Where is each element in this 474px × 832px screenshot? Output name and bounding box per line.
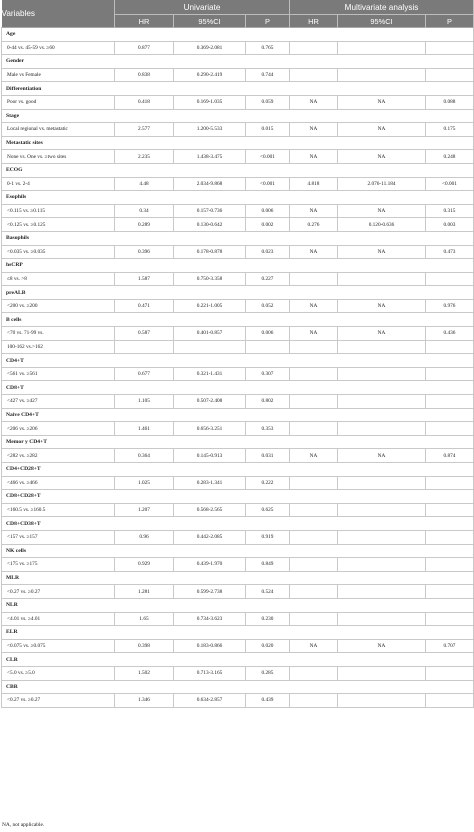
table-row bbox=[2, 530, 474, 544]
table-row bbox=[2, 41, 474, 55]
univariate-hr-header: HR bbox=[115, 15, 174, 28]
multivariate-p-header: P bbox=[426, 15, 474, 28]
row-label-cell: <0.075 vs. ≥0.075 bbox=[2, 639, 115, 653]
univariate-ci-cell: 0.734-3.623 bbox=[174, 612, 246, 626]
univariate-hr-cell: 0.396 bbox=[115, 245, 174, 259]
group-title: Basophils bbox=[2, 231, 474, 245]
univariate-p-cell: 0.031 bbox=[246, 449, 290, 463]
univariate-hr-cell: 1.207 bbox=[115, 503, 174, 517]
table-row bbox=[2, 367, 474, 381]
univariate-hr-cell: 0.677 bbox=[115, 367, 174, 381]
univariate-hr-cell: 0.587 bbox=[115, 327, 174, 341]
group-row bbox=[2, 259, 474, 273]
multivariate-ci-cell: 0.120-0.636 bbox=[338, 218, 426, 232]
univariate-hr-cell: 0.929 bbox=[115, 558, 174, 572]
multivariate-hr-cell: NA bbox=[290, 204, 338, 218]
multivariate-hr-cell: 4.818 bbox=[290, 177, 338, 191]
multivariate-p-cell: 0.248 bbox=[426, 150, 474, 164]
row-label-cell: <70 vs. 71-99 vs. bbox=[2, 327, 115, 341]
row-label-cell: None vs. One vs. ≥two sites bbox=[2, 150, 115, 164]
univariate-p-cell bbox=[246, 340, 290, 354]
multivariate-p-cell: <0.001 bbox=[426, 177, 474, 191]
multivariate-p-cell bbox=[426, 476, 474, 490]
row-label-cell: <0.035 vs. ≥0.035 bbox=[2, 245, 115, 259]
group-row bbox=[2, 163, 474, 177]
univariate-p-cell: 0.020 bbox=[246, 639, 290, 653]
multivariate-hr-cell bbox=[290, 41, 338, 55]
table-row bbox=[2, 177, 474, 191]
row-label-cell: <4.01 vs. ≥4.01 bbox=[2, 612, 115, 626]
row-label-cell: <157 vs. ≥157 bbox=[2, 530, 115, 544]
multivariate-ci-cell: NA bbox=[338, 123, 426, 137]
cox-regression-table bbox=[1, 0, 474, 708]
row-label-cell: <160.5 vs. ≥160.5 bbox=[2, 503, 115, 517]
group-title: Gender bbox=[2, 55, 474, 69]
multivariate-ci-cell bbox=[338, 503, 426, 517]
multivariate-p-cell bbox=[426, 41, 474, 55]
group-title: ELR bbox=[2, 626, 474, 640]
multivariate-hr-cell: NA bbox=[290, 299, 338, 313]
multivariate-p-cell bbox=[426, 68, 474, 82]
multivariate-hr-cell bbox=[290, 585, 338, 599]
group-title: preALB bbox=[2, 286, 474, 300]
group-row bbox=[2, 598, 474, 612]
univariate-p-cell: 0.052 bbox=[246, 299, 290, 313]
univariate-p-cell: 0.765 bbox=[246, 41, 290, 55]
group-title: CD8+CD28+T bbox=[2, 490, 474, 504]
group-title: Age bbox=[2, 28, 474, 42]
univariate-hr-cell: 1.025 bbox=[115, 476, 174, 490]
univariate-hr-cell: 0.877 bbox=[115, 41, 174, 55]
group-row bbox=[2, 191, 474, 205]
multivariate-ci-cell: NA bbox=[338, 245, 426, 259]
multivariate-p-cell bbox=[426, 272, 474, 286]
table-row bbox=[2, 395, 474, 409]
multivariate-hr-cell: 0.276 bbox=[290, 218, 338, 232]
univariate-p-cell: 0.227 bbox=[246, 272, 290, 286]
multivariate-hr-cell bbox=[290, 503, 338, 517]
row-label-cell: Male vs Female bbox=[2, 68, 115, 82]
group-title: NLR bbox=[2, 598, 474, 612]
row-label-cell: 100-162 vs.>162 bbox=[2, 340, 115, 354]
row-label-cell: <561 vs. ≥561 bbox=[2, 367, 115, 381]
multivariate-ci-cell bbox=[338, 395, 426, 409]
univariate-hr-cell: 1.461 bbox=[115, 422, 174, 436]
multivariate-p-cell: 0.315 bbox=[426, 204, 474, 218]
table-row bbox=[2, 585, 474, 599]
group-row bbox=[2, 544, 474, 558]
variables-header: Variables bbox=[2, 0, 115, 28]
multivariate-hr-cell bbox=[290, 476, 338, 490]
multivariate-hr-cell: NA bbox=[290, 150, 338, 164]
univariate-p-cell: <0.001 bbox=[246, 150, 290, 164]
multivariate-hr-cell: NA bbox=[290, 449, 338, 463]
univariate-ci-cell: 0.713-3.165 bbox=[174, 666, 246, 680]
group-row bbox=[2, 136, 474, 150]
univariate-ci-cell: 2.034-9.868 bbox=[174, 177, 246, 191]
univariate-hr-cell: 1.502 bbox=[115, 666, 174, 680]
group-title: CLR bbox=[2, 653, 474, 667]
multivariate-ci-cell bbox=[338, 41, 426, 55]
multivariate-p-cell: 0.707 bbox=[426, 639, 474, 653]
multivariate-ci-cell: NA bbox=[338, 449, 426, 463]
univariate-hr-cell: 0.398 bbox=[115, 639, 174, 653]
group-title: CD4+T bbox=[2, 354, 474, 368]
multivariate-p-cell bbox=[426, 585, 474, 599]
multivariate-ci-cell: NA bbox=[338, 150, 426, 164]
group-row bbox=[2, 109, 474, 123]
multivariate-ci-cell bbox=[338, 68, 426, 82]
univariate-p-cell: 0.059 bbox=[246, 95, 290, 109]
multivariate-hr-cell: NA bbox=[290, 327, 338, 341]
row-label-cell: <0.115 vs. ≥0.115 bbox=[2, 204, 115, 218]
group-row bbox=[2, 490, 474, 504]
table-row bbox=[2, 503, 474, 517]
table-body bbox=[2, 28, 474, 708]
univariate-hr-cell: 2.577 bbox=[115, 123, 174, 137]
univariate-header: Univariate bbox=[115, 0, 290, 15]
group-row bbox=[2, 82, 474, 96]
multivariate-hr-cell bbox=[290, 612, 338, 626]
univariate-p-header: P bbox=[246, 15, 290, 28]
multivariate-ci-cell bbox=[338, 476, 426, 490]
univariate-p-cell: 0.015 bbox=[246, 123, 290, 137]
univariate-p-cell: 0.849 bbox=[246, 558, 290, 572]
univariate-hr-cell: 4.48 bbox=[115, 177, 174, 191]
multivariate-hr-cell bbox=[290, 367, 338, 381]
row-label-cell: <0.27 vs. ≥0.27 bbox=[2, 694, 115, 708]
multivariate-ci-cell bbox=[338, 612, 426, 626]
group-row bbox=[2, 680, 474, 694]
row-label-cell: ≤8 vs. >8 bbox=[2, 272, 115, 286]
univariate-ci-header: 95%CI bbox=[174, 15, 246, 28]
multivariate-ci-cell: NA bbox=[338, 299, 426, 313]
univariate-ci-cell: 0.507-2.408 bbox=[174, 395, 246, 409]
multivariate-ci-cell bbox=[338, 558, 426, 572]
multivariate-hr-cell bbox=[290, 530, 338, 544]
group-row bbox=[2, 435, 474, 449]
multivariate-p-cell: 0.436 bbox=[426, 327, 474, 341]
univariate-hr-cell: 1.281 bbox=[115, 585, 174, 599]
group-title: Metastatic sites bbox=[2, 136, 474, 150]
multivariate-ci-cell bbox=[338, 694, 426, 708]
group-row bbox=[2, 626, 474, 640]
univariate-hr-cell: 1.105 bbox=[115, 395, 174, 409]
multivariate-p-cell bbox=[426, 340, 474, 354]
multivariate-ci-cell: NA bbox=[338, 204, 426, 218]
univariate-hr-cell: 0.364 bbox=[115, 449, 174, 463]
table-row bbox=[2, 666, 474, 680]
multivariate-hr-header: HR bbox=[290, 15, 338, 28]
row-label-cell: <282 vs. ≥282 bbox=[2, 449, 115, 463]
univariate-hr-cell: 0.418 bbox=[115, 95, 174, 109]
univariate-hr-cell: 0.471 bbox=[115, 299, 174, 313]
multivariate-hr-cell bbox=[290, 272, 338, 286]
group-row bbox=[2, 381, 474, 395]
multivariate-hr-cell: NA bbox=[290, 245, 338, 259]
group-row bbox=[2, 286, 474, 300]
multivariate-ci-cell bbox=[338, 340, 426, 354]
row-label-cell: Local regional vs. metastatic bbox=[2, 123, 115, 137]
univariate-ci-cell: 0.157-0.736 bbox=[174, 204, 246, 218]
footnote: NA, not applicable. bbox=[2, 822, 45, 828]
multivariate-hr-cell bbox=[290, 422, 338, 436]
multivariate-hr-cell: NA bbox=[290, 639, 338, 653]
univariate-hr-cell: 0.838 bbox=[115, 68, 174, 82]
row-label-cell: <175 vs. ≥175 bbox=[2, 558, 115, 572]
group-title: Memor y CD4+T bbox=[2, 435, 474, 449]
group-title: NK cells bbox=[2, 544, 474, 558]
univariate-p-cell: 0.353 bbox=[246, 422, 290, 436]
group-title: CD8+T bbox=[2, 381, 474, 395]
univariate-hr-cell bbox=[115, 340, 174, 354]
row-label-cell: 0-44 vs. 45-59 vs. ≥60 bbox=[2, 41, 115, 55]
multivariate-p-cell bbox=[426, 558, 474, 572]
multivariate-p-cell: 0.003 bbox=[426, 218, 474, 232]
table-row bbox=[2, 612, 474, 626]
row-label-cell: <5.0 vs. ≥5.0 bbox=[2, 666, 115, 680]
multivariate-p-cell: 0.088 bbox=[426, 95, 474, 109]
multivariate-p-cell bbox=[426, 530, 474, 544]
univariate-p-cell: 0.006 bbox=[246, 204, 290, 218]
multivariate-ci-cell bbox=[338, 585, 426, 599]
multivariate-ci-cell bbox=[338, 272, 426, 286]
univariate-ci-cell: 0.283-1.341 bbox=[174, 476, 246, 490]
table-row bbox=[2, 422, 474, 436]
multivariate-p-cell bbox=[426, 395, 474, 409]
univariate-p-cell: 0.524 bbox=[246, 585, 290, 599]
group-row bbox=[2, 408, 474, 422]
group-title: Stage bbox=[2, 109, 474, 123]
table-row bbox=[2, 340, 474, 354]
multivariate-ci-cell: NA bbox=[338, 327, 426, 341]
multivariate-p-cell: 0.976 bbox=[426, 299, 474, 313]
group-row bbox=[2, 28, 474, 42]
univariate-hr-cell: 0.96 bbox=[115, 530, 174, 544]
row-label-cell: <0.125 vs. ≥0.125 bbox=[2, 218, 115, 232]
table-row bbox=[2, 204, 474, 218]
univariate-ci-cell: 0.656-3.251 bbox=[174, 422, 246, 436]
table-row bbox=[2, 694, 474, 708]
multivariate-p-cell bbox=[426, 666, 474, 680]
group-title: CD4+CD28+T bbox=[2, 463, 474, 477]
table-row bbox=[2, 327, 474, 341]
univariate-p-cell: 0.230 bbox=[246, 612, 290, 626]
table-row bbox=[2, 95, 474, 109]
multivariate-hr-cell bbox=[290, 694, 338, 708]
table-row bbox=[2, 558, 474, 572]
univariate-hr-cell: 0.34 bbox=[115, 204, 174, 218]
row-label-cell: Poor vs. good bbox=[2, 95, 115, 109]
multivariate-ci-header: 95%CI bbox=[338, 15, 426, 28]
univariate-hr-cell: 0.289 bbox=[115, 218, 174, 232]
group-title: Esophils bbox=[2, 191, 474, 205]
table-row bbox=[2, 245, 474, 259]
univariate-ci-cell: 0.401-0.857 bbox=[174, 327, 246, 341]
table-row bbox=[2, 639, 474, 653]
group-title: CBR bbox=[2, 680, 474, 694]
table-row bbox=[2, 449, 474, 463]
univariate-ci-cell: 0.221-1.005 bbox=[174, 299, 246, 313]
group-title: ECOG bbox=[2, 163, 474, 177]
univariate-p-cell: <0.001 bbox=[246, 177, 290, 191]
table-row bbox=[2, 68, 474, 82]
univariate-ci-cell: 0.321-1.431 bbox=[174, 367, 246, 381]
univariate-p-cell: 0.285 bbox=[246, 666, 290, 680]
multivariate-p-cell bbox=[426, 612, 474, 626]
multivariate-p-cell bbox=[426, 503, 474, 517]
univariate-hr-cell: 2.235 bbox=[115, 150, 174, 164]
univariate-ci-cell: 1.200-5.533 bbox=[174, 123, 246, 137]
univariate-hr-cell: 1.65 bbox=[115, 612, 174, 626]
univariate-ci-cell bbox=[174, 340, 246, 354]
univariate-ci-cell: 0.634-2.857 bbox=[174, 694, 246, 708]
univariate-ci-cell: 0.568-2.565 bbox=[174, 503, 246, 517]
univariate-ci-cell: 1.438-3.475 bbox=[174, 150, 246, 164]
row-label-cell: <0.27 vs. ≥0.27 bbox=[2, 585, 115, 599]
table-row bbox=[2, 272, 474, 286]
row-label-cell: 0-1 vs. 2-4 bbox=[2, 177, 115, 191]
univariate-p-cell: 0.002 bbox=[246, 218, 290, 232]
univariate-ci-cell: 0.183-0.866 bbox=[174, 639, 246, 653]
univariate-p-cell: 0.919 bbox=[246, 530, 290, 544]
univariate-ci-cell: 0.169-1.035 bbox=[174, 95, 246, 109]
group-row bbox=[2, 354, 474, 368]
univariate-ci-cell: 0.442-2.085 bbox=[174, 530, 246, 544]
group-row bbox=[2, 313, 474, 327]
multivariate-p-cell bbox=[426, 694, 474, 708]
group-title: B cells bbox=[2, 313, 474, 327]
group-row bbox=[2, 55, 474, 69]
univariate-hr-cell: 1.587 bbox=[115, 272, 174, 286]
univariate-ci-cell: 0.290-2.419 bbox=[174, 68, 246, 82]
row-label-cell: <466 vs. ≥466 bbox=[2, 476, 115, 490]
univariate-ci-cell: 0.178-0.878 bbox=[174, 245, 246, 259]
table-row bbox=[2, 476, 474, 490]
group-row bbox=[2, 571, 474, 585]
multivariate-ci-cell bbox=[338, 422, 426, 436]
multivariate-hr-cell bbox=[290, 395, 338, 409]
group-title: Differentiation bbox=[2, 82, 474, 96]
multivariate-hr-cell bbox=[290, 558, 338, 572]
univariate-hr-cell: 1.346 bbox=[115, 694, 174, 708]
multivariate-hr-cell: NA bbox=[290, 95, 338, 109]
multivariate-ci-cell: NA bbox=[338, 639, 426, 653]
multivariate-p-cell bbox=[426, 367, 474, 381]
univariate-p-cell: 0.802 bbox=[246, 395, 290, 409]
univariate-p-cell: 0.439 bbox=[246, 694, 290, 708]
multivariate-p-cell: 0.874 bbox=[426, 449, 474, 463]
multivariate-ci-cell bbox=[338, 666, 426, 680]
univariate-ci-cell: 0.599-2.738 bbox=[174, 585, 246, 599]
row-label-cell: <206 vs. ≥206 bbox=[2, 422, 115, 436]
table-row bbox=[2, 218, 474, 232]
group-row bbox=[2, 231, 474, 245]
multivariate-ci-cell: 2.076-11.184 bbox=[338, 177, 426, 191]
univariate-p-cell: 0.307 bbox=[246, 367, 290, 381]
multivariate-header: Multivariate analysis bbox=[290, 0, 474, 15]
univariate-ci-cell: 0.145-0.913 bbox=[174, 449, 246, 463]
multivariate-ci-cell bbox=[338, 367, 426, 381]
univariate-ci-cell: 0.130-0.642 bbox=[174, 218, 246, 232]
univariate-ci-cell: 0.369-2.081 bbox=[174, 41, 246, 55]
group-title: CD8+CD38+T bbox=[2, 517, 474, 531]
multivariate-p-cell: 0.473 bbox=[426, 245, 474, 259]
univariate-p-cell: 0.023 bbox=[246, 245, 290, 259]
group-title: Naive CD4+T bbox=[2, 408, 474, 422]
row-label-cell: <200 vs. ≥200 bbox=[2, 299, 115, 313]
multivariate-p-cell: 0.175 bbox=[426, 123, 474, 137]
multivariate-ci-cell bbox=[338, 530, 426, 544]
univariate-ci-cell: 0.439-1.970 bbox=[174, 558, 246, 572]
univariate-p-cell: 0.744 bbox=[246, 68, 290, 82]
univariate-p-cell: 0.222 bbox=[246, 476, 290, 490]
group-row bbox=[2, 517, 474, 531]
multivariate-hr-cell bbox=[290, 666, 338, 680]
multivariate-ci-cell: NA bbox=[338, 95, 426, 109]
group-row bbox=[2, 463, 474, 477]
group-title: MLR bbox=[2, 571, 474, 585]
multivariate-hr-cell bbox=[290, 68, 338, 82]
group-row bbox=[2, 653, 474, 667]
univariate-ci-cell: 0.750-3.358 bbox=[174, 272, 246, 286]
group-title: hsCRP bbox=[2, 259, 474, 273]
table-row bbox=[2, 123, 474, 137]
row-label-cell: <427 vs. ≥427 bbox=[2, 395, 115, 409]
table-row bbox=[2, 150, 474, 164]
multivariate-hr-cell bbox=[290, 340, 338, 354]
multivariate-hr-cell: NA bbox=[290, 123, 338, 137]
univariate-p-cell: 0.625 bbox=[246, 503, 290, 517]
univariate-p-cell: 0.006 bbox=[246, 327, 290, 341]
table-row bbox=[2, 299, 474, 313]
multivariate-p-cell bbox=[426, 422, 474, 436]
